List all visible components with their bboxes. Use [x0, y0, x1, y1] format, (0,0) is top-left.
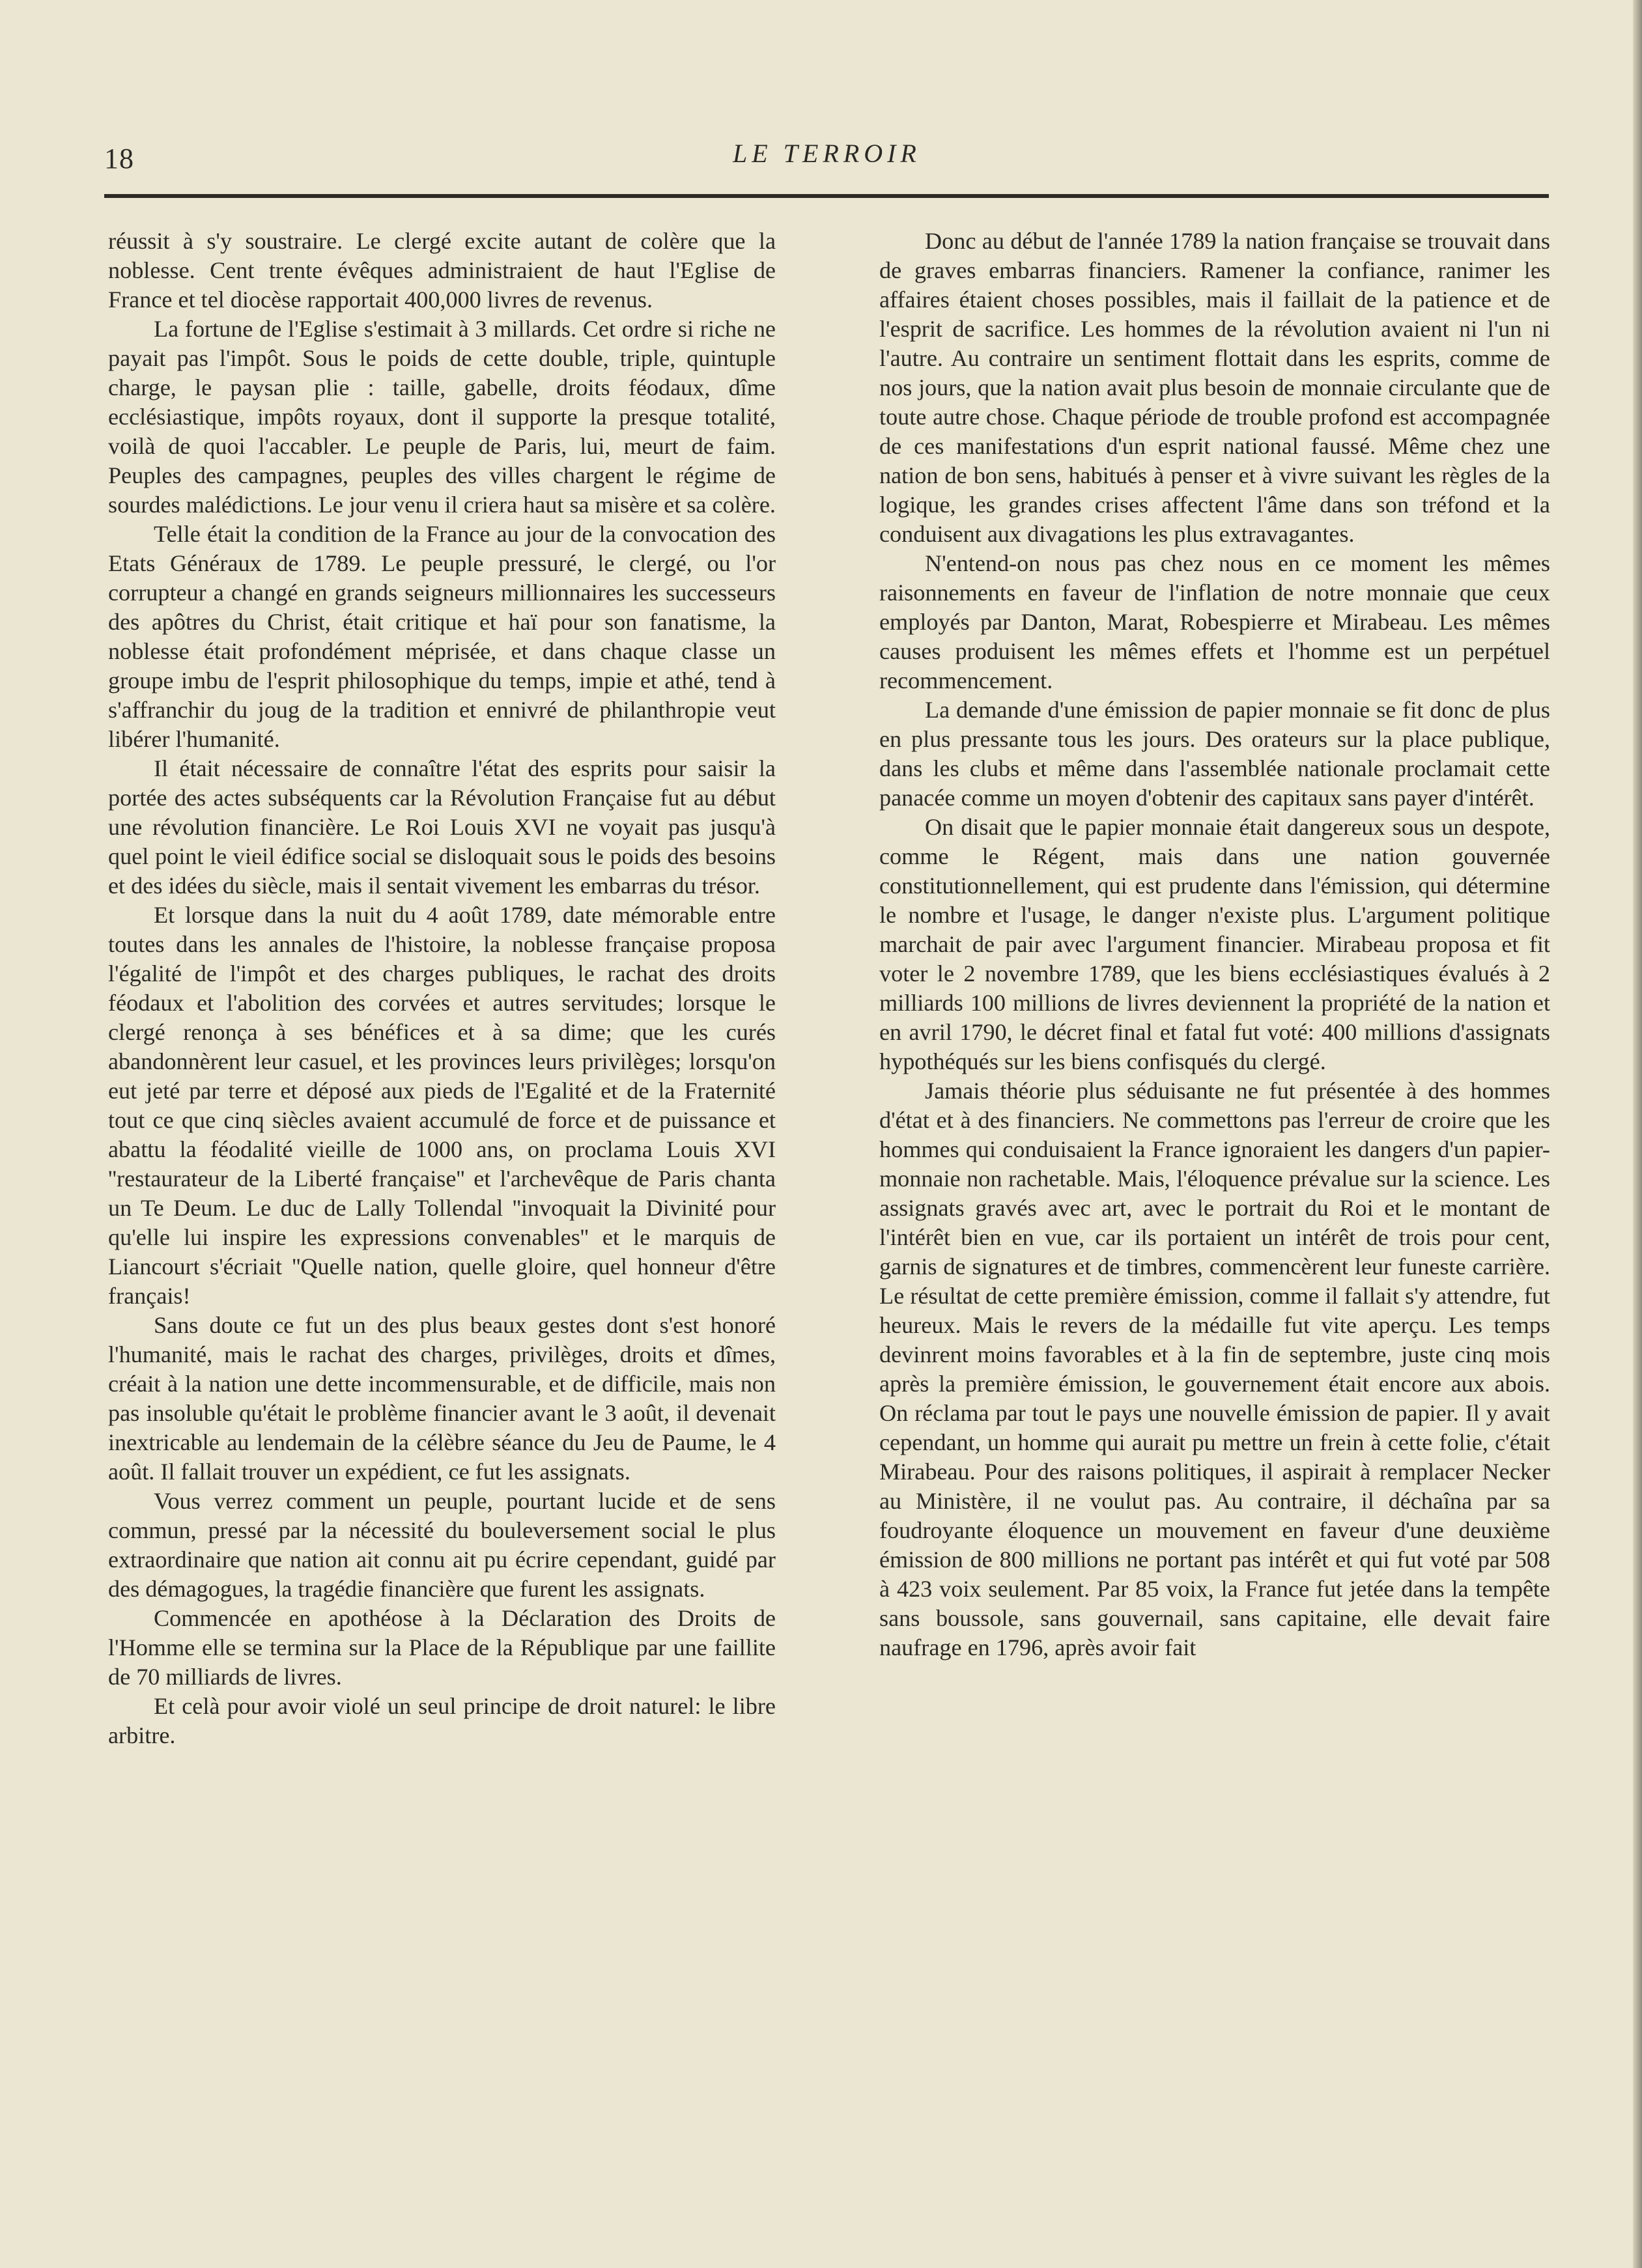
page-number: 18 [104, 143, 134, 175]
paragraph: Il était nécessaire de connaître l'état des esprits pour saisir la portée des actes subséquents car la Révolution Française fut au début une révolution financière. Le Roi Louis XVI ne voyait pas jusqu'à quel point le vieil édifice social se disloquait sous le poids des besoins et des idées du siècle, mais il sentait vivement les embarras du trésor. [108, 755, 776, 899]
paragraph: Vous verrez comment un peuple, pourtant lucide et de sens commun, pressé par la nécessité du bouleversement social le plus extraordinaire que nation ait connu ait pu écrire cependant, guidé par des démagogues, la tragédie financière que furent les assignats. [108, 1488, 776, 1602]
running-title: LE TERROIR [733, 139, 921, 168]
header-rule [104, 194, 1549, 198]
left-column [108, 227, 776, 1750]
paragraph: N'entend-on nous pas chez nous en ce moment les mêmes raisonnements en faveur de l'inflation de notre monnaie que ceux employés par Danton, Marat, Robespierre et Mirabeau. Les mêmes causes produisent les mêmes effets et l'homme est un perpétuel recommencement. [879, 550, 1550, 693]
paragraph: réussit à s'y soustraire. Le clergé excite autant de colère que la noblesse. Cent trente évêques administraient de haut l'Eglise de France et tel diocèse rapportait 400,000 livres de revenus. [108, 228, 776, 313]
paragraph: Commencée en apothéose à la Déclaration des Droits de l'Homme elle se termina sur la Place de la République par une faillite de 70 milliards de livres. [108, 1605, 776, 1690]
paragraph: Donc au début de l'année 1789 la nation française se trouvait dans de graves embarras financiers. Ramener la confiance, ranimer les affaires étaient choses possibles, mais il faillait de la patience et de l'esprit de sacrifice. Les hommes de la révolution avaient ni l'un ni l'autre. Au contraire un sentiment flottait dans les esprits, comme de nos jours, que la nation avait plus besoin de monnaie circulante que de toute autre chose. Chaque période de trouble profond est accompagnée de ces manifestations d'un esprit national faussé. Même chez une nation de bon sens, habitués à penser et à vivre suivant les règles de la logique, les grandes crises affectent l'âme dans son tréfond et la conduisent aux divagations les plus extravagantes. [879, 228, 1550, 547]
paragraph: Et lorsque dans la nuit du 4 août 1789, date mémorable entre toutes dans les annales de l'histoire, la noblesse française proposa l'égalité de l'impôt et des charges publiques, le rachat des droits féodaux et l'abolition des corvées et autres servitudes; lorsque le clergé renonça à ses bénéfices et à sa dime; que les curés abandonnèrent leur casuel, et les provinces leurs privilèges; lorsqu'on eut jeté par terre et déposé aux pieds de l'Egalité et de la Fraternité tout ce que cinq siècles avaient accumulé de force et de puissance et abattu la féodalité vieille de 1000 ans, on proclama Louis XVI ''restaurateur de la Liberté française'' et l'archevêque de Paris chanta un Te Deum. Le duc de Lally Tollendal ''invoquait la Divinité pour qu'elle lui inspire les expressions convenables'' et le marquis de Liancourt s'écriait ''Quelle nation, quelle gloire, quel honneur d'être français! [108, 902, 776, 1309]
right-column [879, 227, 1550, 1662]
paragraph: Telle était la condition de la France au jour de la convocation des Etats Généraux de 1789. Le peuple pressuré, le clergé, ou l'or corrupteur a changé en grands seigneurs millionnaires les successeurs des apôtres du Christ, était critique et haï pour son fanatisme, la noblesse était profondément méprisée, et dans chaque classe un groupe imbu de l'esprit philosophique du temps, impie et athé, tend à s'affranchir du joug de la tradition et ennivré de philanthropie veut libérer l'humanité. [108, 521, 776, 752]
paragraph: Jamais théorie plus séduisante ne fut présentée à des hommes d'état et à des financiers. Ne commettons pas l'erreur de croire que les hommes qui conduisaient la France ignoraient les dangers d'un papier-monnaie non rachetable. Mais, l'éloquence prévalue sur la science. Les assignats gravés avec art, avec le portrait du Roi et le montant de l'intérêt bien en vue, car ils portaient un intérêt de trois pour cent, garnis de signatures et de timbres, commencèrent leur funeste carrière. Le résultat de cette première émission, comme il fallait s'y attendre, fut heureux. Mais le revers de la médaille fut vite aperçu. Les temps devinrent moins favorables et à la fin de septembre, juste cinq mois après la première émission, le gouvernement était encore aux abois. On réclama par tout le pays une nouvelle émission de papier. Il y avait cependant, un homme qui aurait pu mettre un frein à cette folie, c'était Mirabeau. Pour des raisons politiques, il aspirait à remplacer Necker au Ministère, il ne voulut pas. Au contraire, il déchaîna par sa foudroyante éloquence un mouvement en faveur d'une deuxième émission de 800 millions ne portant pas intérêt et qui fut voté par 508 à 423 voix seulement. Par 85 voix, la France fut jetée dans la tempête sans boussole, sans gouvernail, sans capitaine, elle devait faire naufrage en 1796, après avoir fait [879, 1078, 1550, 1660]
paragraph: On disait que le papier monnaie était dangereux sous un despote, comme le Régent, mais dans une nation gouvernée constitutionnellement, qui est prudente dans l'émission, qui détermine le nombre et l'usage, le danger n'existe plus. L'argument politique marchait de pair avec l'argument financier. Mirabeau proposa et fit voter le 2 novembre 1789, que les biens ecclésiastiques évalués à 2 milliards 100 millions de livres deviennent la propriété de la nation et en avril 1790, le décret final et fatal fut voté: 400 millions d'assignats hypothéqués sur les biens confisqués du clergé. [879, 814, 1550, 1074]
paragraph: Sans doute ce fut un des plus beaux gestes dont s'est honoré l'humanité, mais le rachat des charges, privilèges, droits et dîmes, créait à la nation une dette incommensurable, et de difficile, mais non pas insoluble qu'était le problème financier avant le 3 août, il devenait inextricable au lendemain de la célèbre séance du Jeu de Paume, le 4 août. Il fallait trouver un expédient, ce fut les assignats. [108, 1312, 776, 1485]
paragraph: Et celà pour avoir violé un seul principe de droit naturel: le libre arbitre. [108, 1693, 776, 1748]
page-edge-shadow [1633, 0, 1642, 2268]
paragraph: La demande d'une émission de papier monnaie se fit donc de plus en plus pressante tous les jours. Des orateurs sur la place publique, dans les clubs et même dans l'assemblée nationale proclamait cette panacée comme un moyen d'obtenir des capitaux sans payer d'intérêt. [879, 697, 1550, 811]
paragraph: La fortune de l'Eglise s'estimait à 3 millards. Cet ordre si riche ne payait pas l'impôt. Sous le poids de cette double, triple, quintuple charge, le paysan plie : taille, gabelle, droits féodaux, dîme ecclésiastique, impôts royaux, dont il supporte la presque totalité, voilà de quoi l'accabler. Le peuple de Paris, lui, meurt de faim. Peuples des campagnes, peuples des villes chargent le régime de sourdes malédictions. Le jour venu il criera haut sa misère et sa colère. [108, 316, 776, 518]
